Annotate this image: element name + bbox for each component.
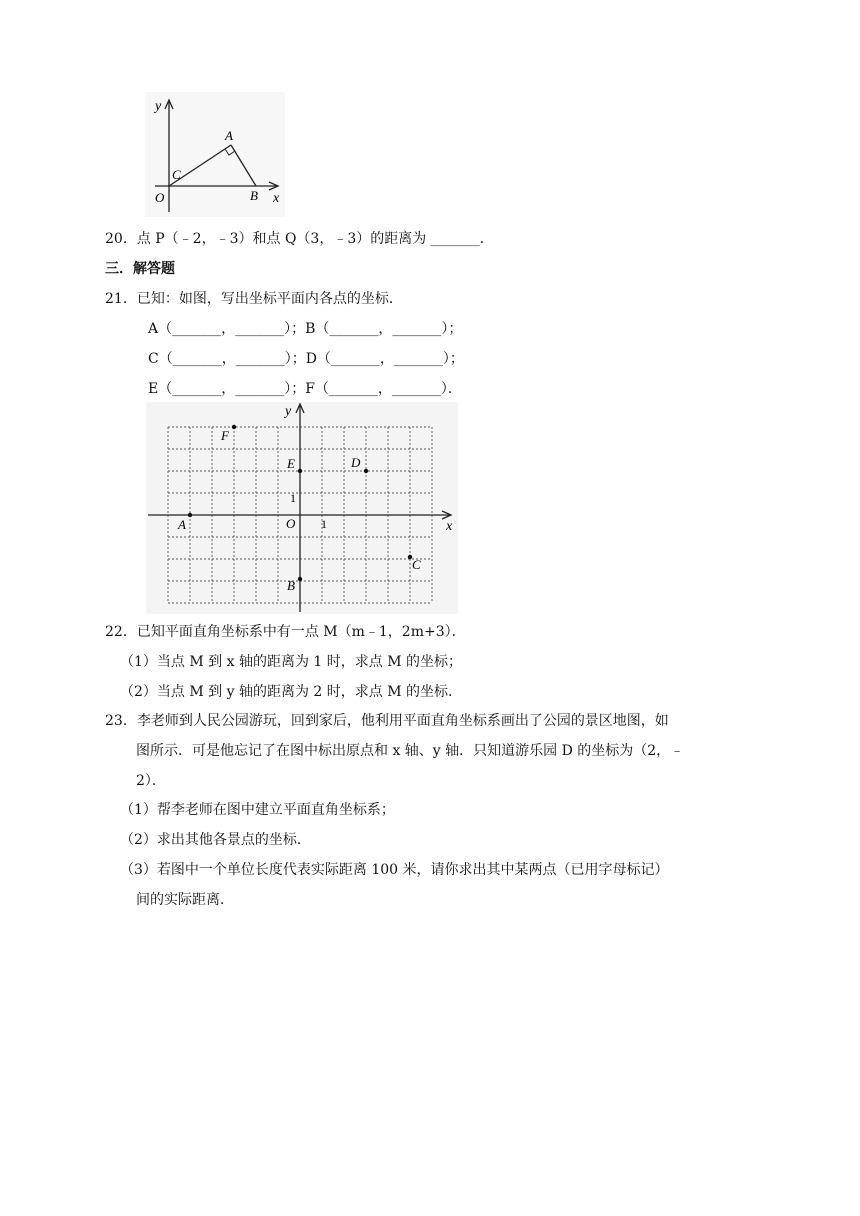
point-a-dot (188, 513, 192, 517)
question-23-line-1: 23．李老师到人民公园游玩，回到家后，他利用平面直角坐标系画出了公园的景区地图，如 (105, 713, 669, 729)
point-f-dot (232, 425, 236, 429)
question-20: 20．点 P（﹣2，﹣3）和点 Q（3，﹣3）的距离为 _______． (105, 231, 494, 247)
figure-background (145, 92, 285, 217)
tick-x-1: 1 (321, 517, 327, 531)
question-22-part-1: （1）当点 M 到 x 轴的距离为 1 时，求点 M 的坐标； (120, 654, 462, 670)
figure-background (146, 402, 458, 614)
label-origin: O (286, 516, 296, 531)
label-point-f: F (221, 428, 229, 443)
question-23-part-1: （1）帮李老师在图中建立平面直角坐标系； (120, 802, 395, 818)
question-21-blank-line-2: C（_______，_______）；D（_______，_______）； (148, 351, 464, 367)
question-22-part-2: （2）当点 M 到 y 轴的距离为 2 时，求点 M 的坐标． (120, 684, 462, 700)
question-21-blank-line-1: A（_______，_______）；B（_______，_______）； (148, 321, 463, 337)
question-23-part-3-line-2: 间的实际距离． (136, 892, 234, 908)
point-d-dot (364, 469, 368, 473)
question-23-line-3: 2）． (136, 773, 166, 789)
question-21-stem: 21．已知：如图，写出坐标平面内各点的坐标． (105, 291, 403, 307)
label-x: x (273, 191, 280, 206)
tick-y-1: 1 (290, 491, 296, 505)
question-21-blank-line-3: E（_______，_______）；F（_______，_______）． (148, 381, 462, 397)
label-point-e: E (287, 456, 295, 471)
coordinate-grid-figure (146, 402, 458, 614)
label-point-a: A (178, 517, 186, 532)
label-point-a: A (225, 128, 233, 143)
label-point-d: D (351, 455, 361, 470)
label-x: x (446, 519, 453, 534)
question-22-stem: 22．已知平面直角坐标系中有一点 M（m﹣1，2m+3）． (105, 624, 466, 640)
section-heading: 三．解答题 (105, 261, 175, 277)
label-point-b: B (250, 188, 258, 203)
label-y: y (155, 99, 162, 114)
label-point-b: B (287, 578, 295, 593)
label-origin: O (155, 190, 165, 205)
triangle-figure (145, 92, 285, 217)
point-e-dot (298, 469, 302, 473)
label-point-c: C (172, 167, 181, 182)
point-b-dot (298, 577, 302, 581)
question-23-part-2: （2）求出其他各景点的坐标． (120, 832, 311, 848)
label-y: y (285, 404, 292, 419)
question-23-line-2: 图所示．可是他忘记了在图中标出原点和 x 轴、y 轴．只知道游乐园 D 的坐标为（2，﹣ (136, 743, 685, 759)
question-23-part-3-line-1: （3）若图中一个单位长度代表实际距离 100 米，请你求出其中某两点（已用字母标记） (120, 862, 669, 878)
label-point-c: C (412, 557, 421, 572)
